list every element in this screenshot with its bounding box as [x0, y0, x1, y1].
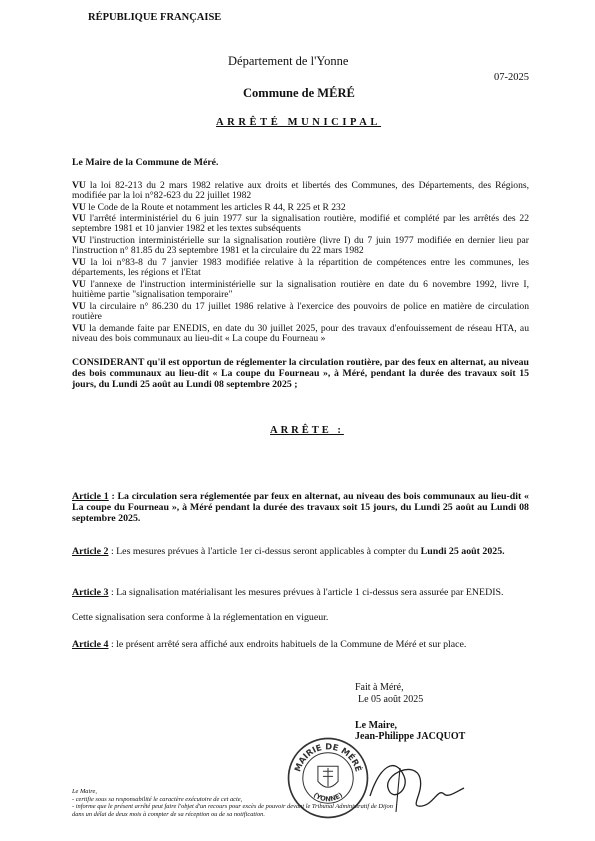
- article-4: [72, 639, 529, 650]
- vu-label: VU: [72, 301, 86, 312]
- vu-label: VU: [72, 180, 86, 191]
- footer-line: - informe que le présent arrêté peut faire l'objet d'un recours pour excès de pouvoir devant le Tribunal Administratif de Dijon: [72, 803, 393, 811]
- article-text: : La circulation sera réglementée par feux en alternat, au niveau des bois communaux au lieu-dit « La coupe du Fourneau », à Méré pendant la durée des travaux soit 15 jours, du Lundi 25 août au Lundi 08 septembre 2025.: [72, 491, 529, 525]
- visa-text: la circulaire n° 86.230 du 17 juillet 1986 relative à l'exercice des pouvoirs de police en matière de circulation routière: [72, 301, 529, 323]
- visa-7: [72, 302, 529, 323]
- visa-text: l'annexe de l'instruction interministérielle sur la signalisation routière en date du 6 novembre 1992, livre I, huitième partie "signalisation temporaire": [72, 279, 529, 301]
- footer-line: - certifie sous sa responsabilité le caractère exécutoire de cet acte,: [72, 795, 243, 803]
- article-text: : La signalisation matérialisant les mesures prévues à l'article 1 ci-dessus sera assurée par ENEDIS.: [108, 587, 504, 598]
- vu-label: VU: [72, 235, 86, 246]
- republic-header: RÉPUBLIQUE FRANÇAISE: [88, 12, 222, 23]
- article-1: [72, 491, 529, 525]
- stamp-bottom-text: (YONNE): [311, 790, 345, 804]
- article-label: Article 2: [72, 546, 109, 557]
- closing-date: Le 05 août 2025: [358, 694, 424, 705]
- visa-6: [72, 280, 529, 301]
- commune-name: Commune de MÉRÉ: [243, 86, 355, 100]
- vu-label: VU: [72, 202, 86, 213]
- reference-number: 07-2025: [494, 72, 529, 83]
- visa-5: [72, 258, 529, 279]
- article-2: [72, 546, 529, 557]
- vu-label: VU: [72, 257, 86, 268]
- article-text: : le présent arrêté sera affiché aux endroits habituels de la Commune de Méré et sur place.: [108, 639, 467, 650]
- visa-text: la loi n°83-8 du 7 janvier 1983 modifiée relative à la répartition de compétences entre les communes, les départements, les régions et l'Etat: [72, 257, 529, 279]
- coat-of-arms-icon: [318, 766, 338, 787]
- considerant: CONSIDERANT qu'il est opportun de réglementer la circulation routière, par des feux en alternat, au niveau des bois communaux au lieu-dit « La coupe du Fourneau », à Méré, pendant la durée des travaux soit 15 jours, du Lundi 25 août au Lundi 08 septembre 2025 ;: [72, 357, 529, 390]
- mayor-name: Jean-Philippe JACQUOT: [355, 731, 466, 742]
- visa-text: le Code de la Route et notamment les articles R 44, R 225 et R 232: [85, 202, 346, 213]
- visa-text: la demande faite par ENEDIS, en date du 30 juillet 2025, pour des travaux d'enfouissement de réseau HTA, au niveau des bois communaux au lieu-dit « La coupe du Fourneau »: [72, 323, 529, 345]
- visa-2: [72, 203, 529, 213]
- visa-8: [72, 324, 529, 345]
- document-title: ARRÊTÉ MUNICIPAL: [216, 117, 382, 128]
- visa-4: [72, 236, 529, 257]
- intro-line: Le Maire de la Commune de Méré.: [72, 157, 219, 168]
- footer-line: Le Maire,: [72, 788, 97, 795]
- vu-label: VU: [72, 323, 86, 334]
- arrete-heading: ARRÊTE :: [270, 425, 344, 436]
- article-label: Article 3: [72, 587, 109, 598]
- article-label: Article 4: [72, 639, 109, 650]
- vu-label: VU: [72, 213, 86, 224]
- article-label: Article 1: [72, 491, 109, 502]
- footer-notice: [72, 788, 532, 818]
- visa-1: [72, 181, 529, 202]
- article-text: : Les mesures prévues à l'article 1er ci-dessus seront applicables à compter du: [108, 546, 421, 557]
- mayor-role: Le Maire,: [355, 720, 398, 731]
- visa-text: l'instruction interministérielle sur la signalisation routière (livre I) du 7 juin 1977 modifiée en dernier lieu par l'instruction n° 81.85 du 23 septembre 1981 et la circulaire du 22 mars 1982: [72, 235, 529, 257]
- stamp-top-text: MAIRIE DE MÉRÉ: [292, 741, 364, 773]
- visa-text: l'arrêté interministériel du 6 juin 1977 sur la signalisation routière, modifié et complété par les arrêtés des 22 septembre 1981 et 10 janvier 1982 et les textes subséquents: [72, 213, 529, 235]
- article-date: Lundi 25 août 2025.: [420, 546, 505, 557]
- article-3-extra: Cette signalisation sera conforme à la réglementation en vigueur.: [72, 612, 329, 623]
- closing-place: Fait à Méré,: [355, 682, 404, 693]
- visa-3: [72, 214, 529, 235]
- footer-line: dans un délai de deux mois à compter de sa réception ou de sa notification.: [72, 810, 265, 818]
- article-3: [72, 587, 529, 598]
- visa-text: la loi 82-213 du 2 mars 1982 relative aux droits et libertés des Communes, des Départements, des Régions, modifiée par la loi n°82-623 du 22 juillet 1982: [72, 180, 529, 202]
- department-name: Département de l'Yonne: [228, 54, 349, 68]
- vu-label: VU: [72, 279, 86, 290]
